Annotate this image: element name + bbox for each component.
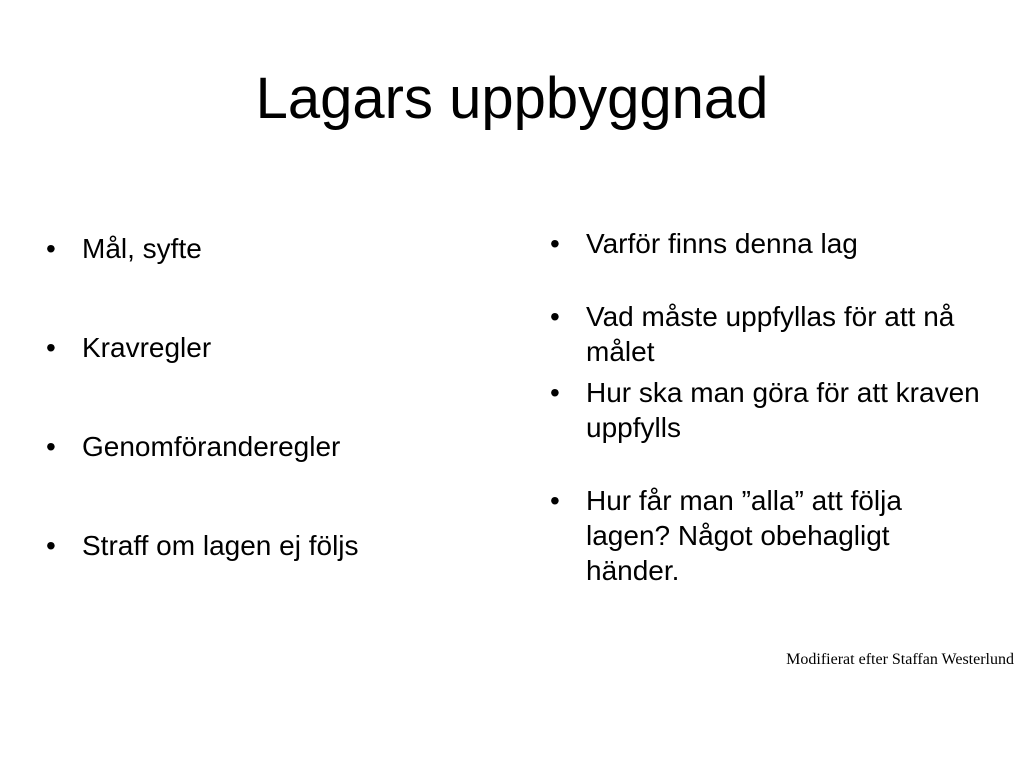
- list-item: [546, 226, 986, 261]
- list-item-text: Kravregler: [82, 332, 212, 363]
- attribution-note: Modifierat efter Staffan Westerlund: [786, 651, 1014, 668]
- list-item: [42, 330, 482, 365]
- bullet-marker: •: [46, 530, 56, 561]
- bullet-marker: •: [46, 332, 56, 363]
- list-item-text: Varför finns denna lag: [586, 228, 858, 259]
- list-item-text: Hur får man ”alla” att följa lagen? Något obehagligt händer.: [586, 485, 902, 586]
- list-item: [546, 375, 986, 445]
- list-item: [42, 528, 482, 563]
- right-bullet-list: [546, 226, 986, 588]
- bullet-marker: •: [550, 485, 560, 516]
- list-item-text: Vad måste uppfyllas för att nå målet: [586, 301, 955, 367]
- bullet-marker: •: [550, 228, 560, 259]
- list-item-text: Mål, syfte: [82, 233, 202, 264]
- bullet-marker: •: [46, 233, 56, 264]
- bullet-marker: •: [46, 431, 56, 462]
- list-item: [546, 483, 986, 588]
- slide-title: Lagars uppbyggnad: [255, 66, 769, 131]
- list-item-text: Straff om lagen ej följs: [82, 530, 359, 561]
- list-item-text: Genomföranderegler: [82, 431, 341, 462]
- list-item: [42, 231, 482, 266]
- bullet-marker: •: [550, 377, 560, 408]
- bullet-marker: •: [550, 301, 560, 332]
- list-item-text: Hur ska man göra för att kraven uppfylls: [586, 377, 980, 443]
- left-bullet-list: [42, 231, 482, 627]
- list-item: [42, 429, 482, 464]
- list-item: [546, 299, 986, 369]
